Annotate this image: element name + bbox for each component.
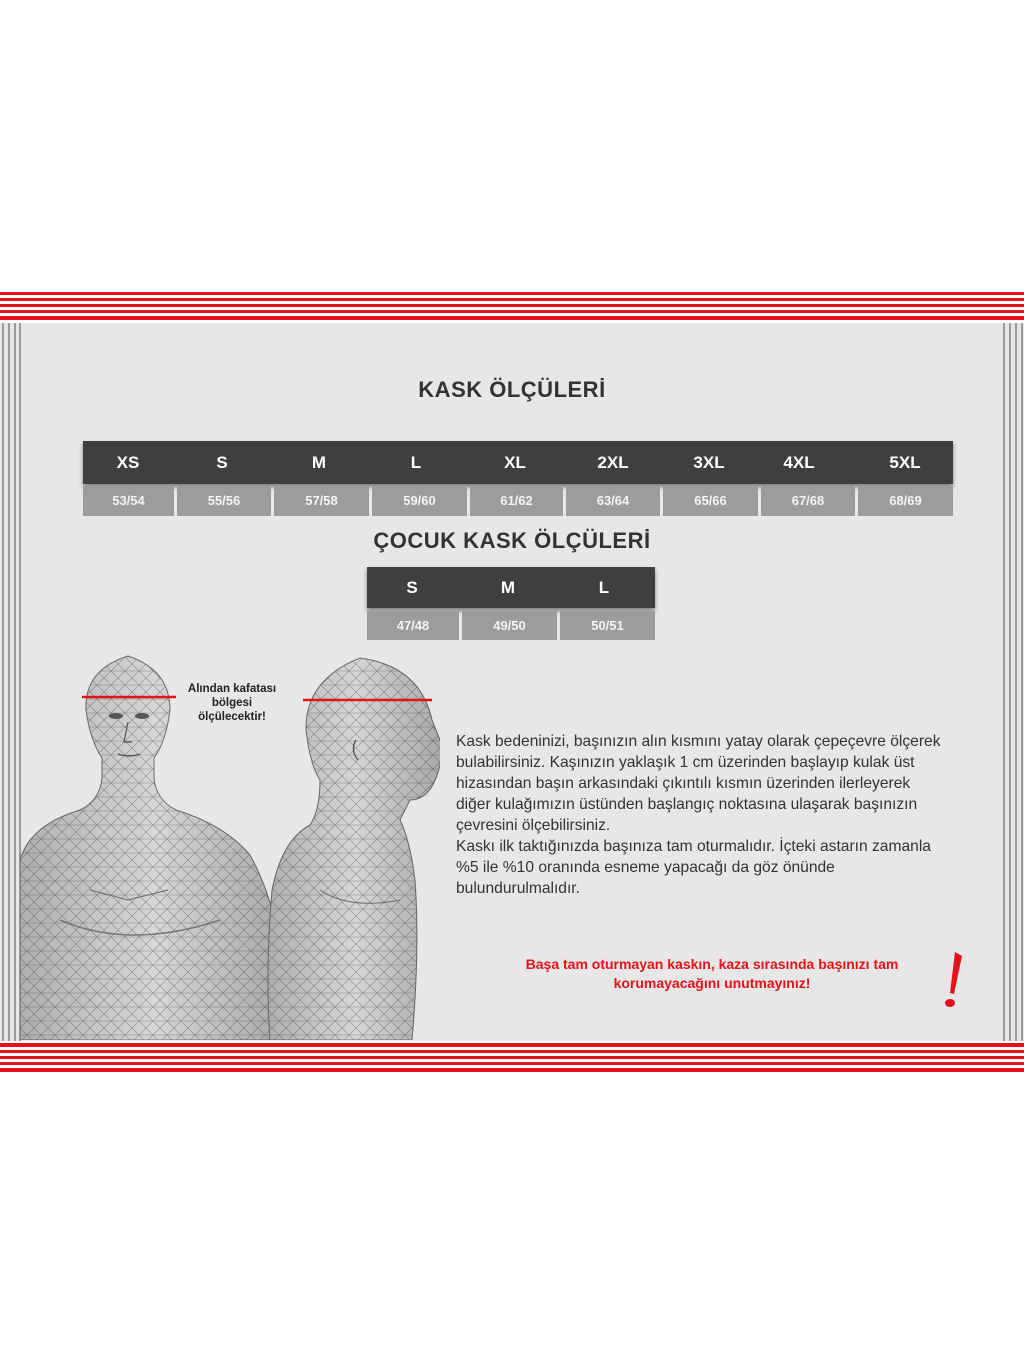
measure-callout xyxy=(180,682,284,724)
adult-size-value: 57/58 xyxy=(274,486,369,516)
child-size-value: 49/50 xyxy=(462,611,557,640)
adult-size-label: XS xyxy=(116,453,140,472)
desc-line: %5 ile %10 oranında esneme yapacağı da göz önünde xyxy=(456,859,835,876)
top-stripes xyxy=(0,289,1024,323)
adult-size-label: XL xyxy=(504,453,526,472)
adult-size-value: 68/69 xyxy=(858,486,953,516)
page-title: KASK ÖLÇÜLERİ xyxy=(418,377,606,402)
adult-size-label: 2XL xyxy=(597,453,629,472)
adult-size-value: 55/56 xyxy=(177,486,271,516)
adult-size-value: 63/64 xyxy=(566,486,660,516)
adult-size-value: 59/60 xyxy=(372,486,467,516)
adult-size-label: 5XL xyxy=(889,453,921,472)
warning-line: Başa tam oturmayan kaskın, kaza sırasında başınızı tam xyxy=(525,956,899,972)
adult-size-value: 67/68 xyxy=(761,486,855,516)
child-size-value: 50/51 xyxy=(560,611,655,640)
callout-line: Alından kafatası xyxy=(187,683,277,695)
fit-warning xyxy=(462,955,962,993)
adult-size-label: S xyxy=(216,453,228,472)
desc-line: Kask bedeninizi, başınızın alın kısmını yatay olarak çepeçevre ölçerek xyxy=(456,733,941,750)
child-size-header-row xyxy=(367,567,655,608)
adult-size-label: L xyxy=(410,453,422,472)
desc-line: çevresini ölçebilirsiniz. xyxy=(456,817,611,834)
adult-size-header-row xyxy=(83,441,953,484)
side-body-figure xyxy=(268,658,440,1040)
right-border-lines xyxy=(1002,323,1024,1041)
bottom-stripes xyxy=(0,1041,1024,1077)
warning-line: korumayacağını unutmayınız! xyxy=(613,975,811,991)
desc-line: hizasından başın arkasındaki çıkıntılı kısmın üzerinden ilerleyerek xyxy=(456,775,911,792)
adult-size-label: 4XL xyxy=(783,453,815,472)
adult-size-value: 53/54 xyxy=(83,486,174,516)
desc-line: diğer kulağımızın üstünden başlangıç noktasına ulaşarak başınızın xyxy=(456,796,918,813)
exclamation-icon xyxy=(938,948,968,1012)
desc-line: Kaskı ilk taktığınızda başınıza tam oturmalıdır. İçteki astarın zamanla xyxy=(456,838,931,855)
child-size-label: L xyxy=(598,578,610,597)
child-size-value: 47/48 xyxy=(367,611,459,640)
callout-line: ölçülecektir! xyxy=(198,711,266,723)
callout-line: bölgesi xyxy=(211,697,253,709)
left-border-lines xyxy=(0,323,22,1041)
child-size-label: S xyxy=(406,578,418,597)
adult-size-value: 65/66 xyxy=(663,486,758,516)
adult-size-label: 3XL xyxy=(693,453,725,472)
child-size-title: ÇOCUK KASK ÖLÇÜLERİ xyxy=(373,528,651,553)
adult-size-label: M xyxy=(311,453,327,472)
desc-line: bulundurulmalıdır. xyxy=(456,880,580,897)
adult-size-value: 61/62 xyxy=(470,486,563,516)
child-size-label: M xyxy=(500,578,516,597)
measurement-instructions xyxy=(456,731,1008,899)
desc-line: bulabilirsiniz. Kaşınızın yaklaşık 1 cm üzerinden başlayıp kulak üst xyxy=(456,754,915,771)
